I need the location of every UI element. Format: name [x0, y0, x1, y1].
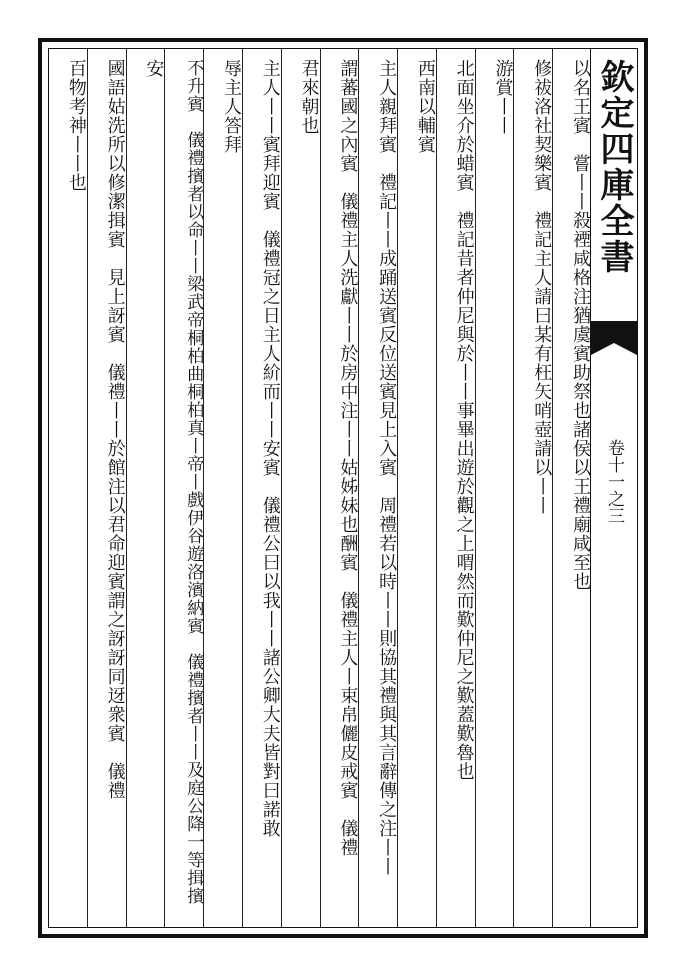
page-header-column — [590, 49, 637, 927]
text-column: 辱主人答拜 — [203, 49, 242, 927]
text-column: 不升賓 儀禮擯者以命丨丨梁武帝桐柏曲桐柏真丨帝丨戲伊谷遊洛濱納賓 儀禮擯者丨丨及庭公降一等揖擯 — [164, 49, 203, 927]
text-column: 國語姑洗所以修潔揖賓 見上訝賓 儀禮丨丨於館注以君命迎賓謂之訝訝同迓衆賓 儀禮 — [87, 49, 126, 927]
text-column: 游賞丨丨 — [475, 49, 514, 927]
text-column: 以名王賓 嘗丨丨殺禋咸格注猶虞賓助祭也諸侯以王禮廟咸至也 — [552, 49, 591, 927]
text-column: 安 — [126, 49, 165, 927]
text-column: 北面坐介於蜡賓 禮記昔者仲尼與於丨丨事畢出遊於觀之上喟然而歎仲尼之歎蓋歎魯也 — [436, 49, 475, 927]
page-frame — [38, 38, 648, 938]
text-column: 主人丨丨賓拜迎賓 儀禮冠之日主人紒而丨丨安賓 儀禮公曰以我丨丨諸公卿大夫皆對曰諾敢 — [242, 49, 281, 927]
book-title: 欽定四庫全書 — [594, 59, 634, 275]
text-frame — [48, 48, 638, 928]
text-column: 謂蕃國之內賓 儀禮主人洗獻丨丨於房中注丨丨姑姊妹也酬賓 儀禮主人丨束帛儷皮戒賓 儀禮 — [320, 49, 359, 927]
text-column: 修祓洛社契樂賓 禮記主人請曰某有枉矢哨壺請以丨丨 — [513, 49, 552, 927]
fishtail-mark-icon — [591, 321, 637, 361]
text-columns — [49, 49, 591, 927]
text-column: 主人親拜賓 禮記丨丨成踊送賓反位送賓見上入賓 周禮若以時丨丨則協其禮與其言辭傳之注丨丨 — [358, 49, 397, 927]
text-column: 君來朝也 — [281, 49, 320, 927]
text-column: 百物考神丨丨也 — [65, 59, 87, 192]
volume-label: 卷十一之三 — [604, 439, 624, 524]
text-column: 西南以輔賓 — [397, 49, 436, 927]
